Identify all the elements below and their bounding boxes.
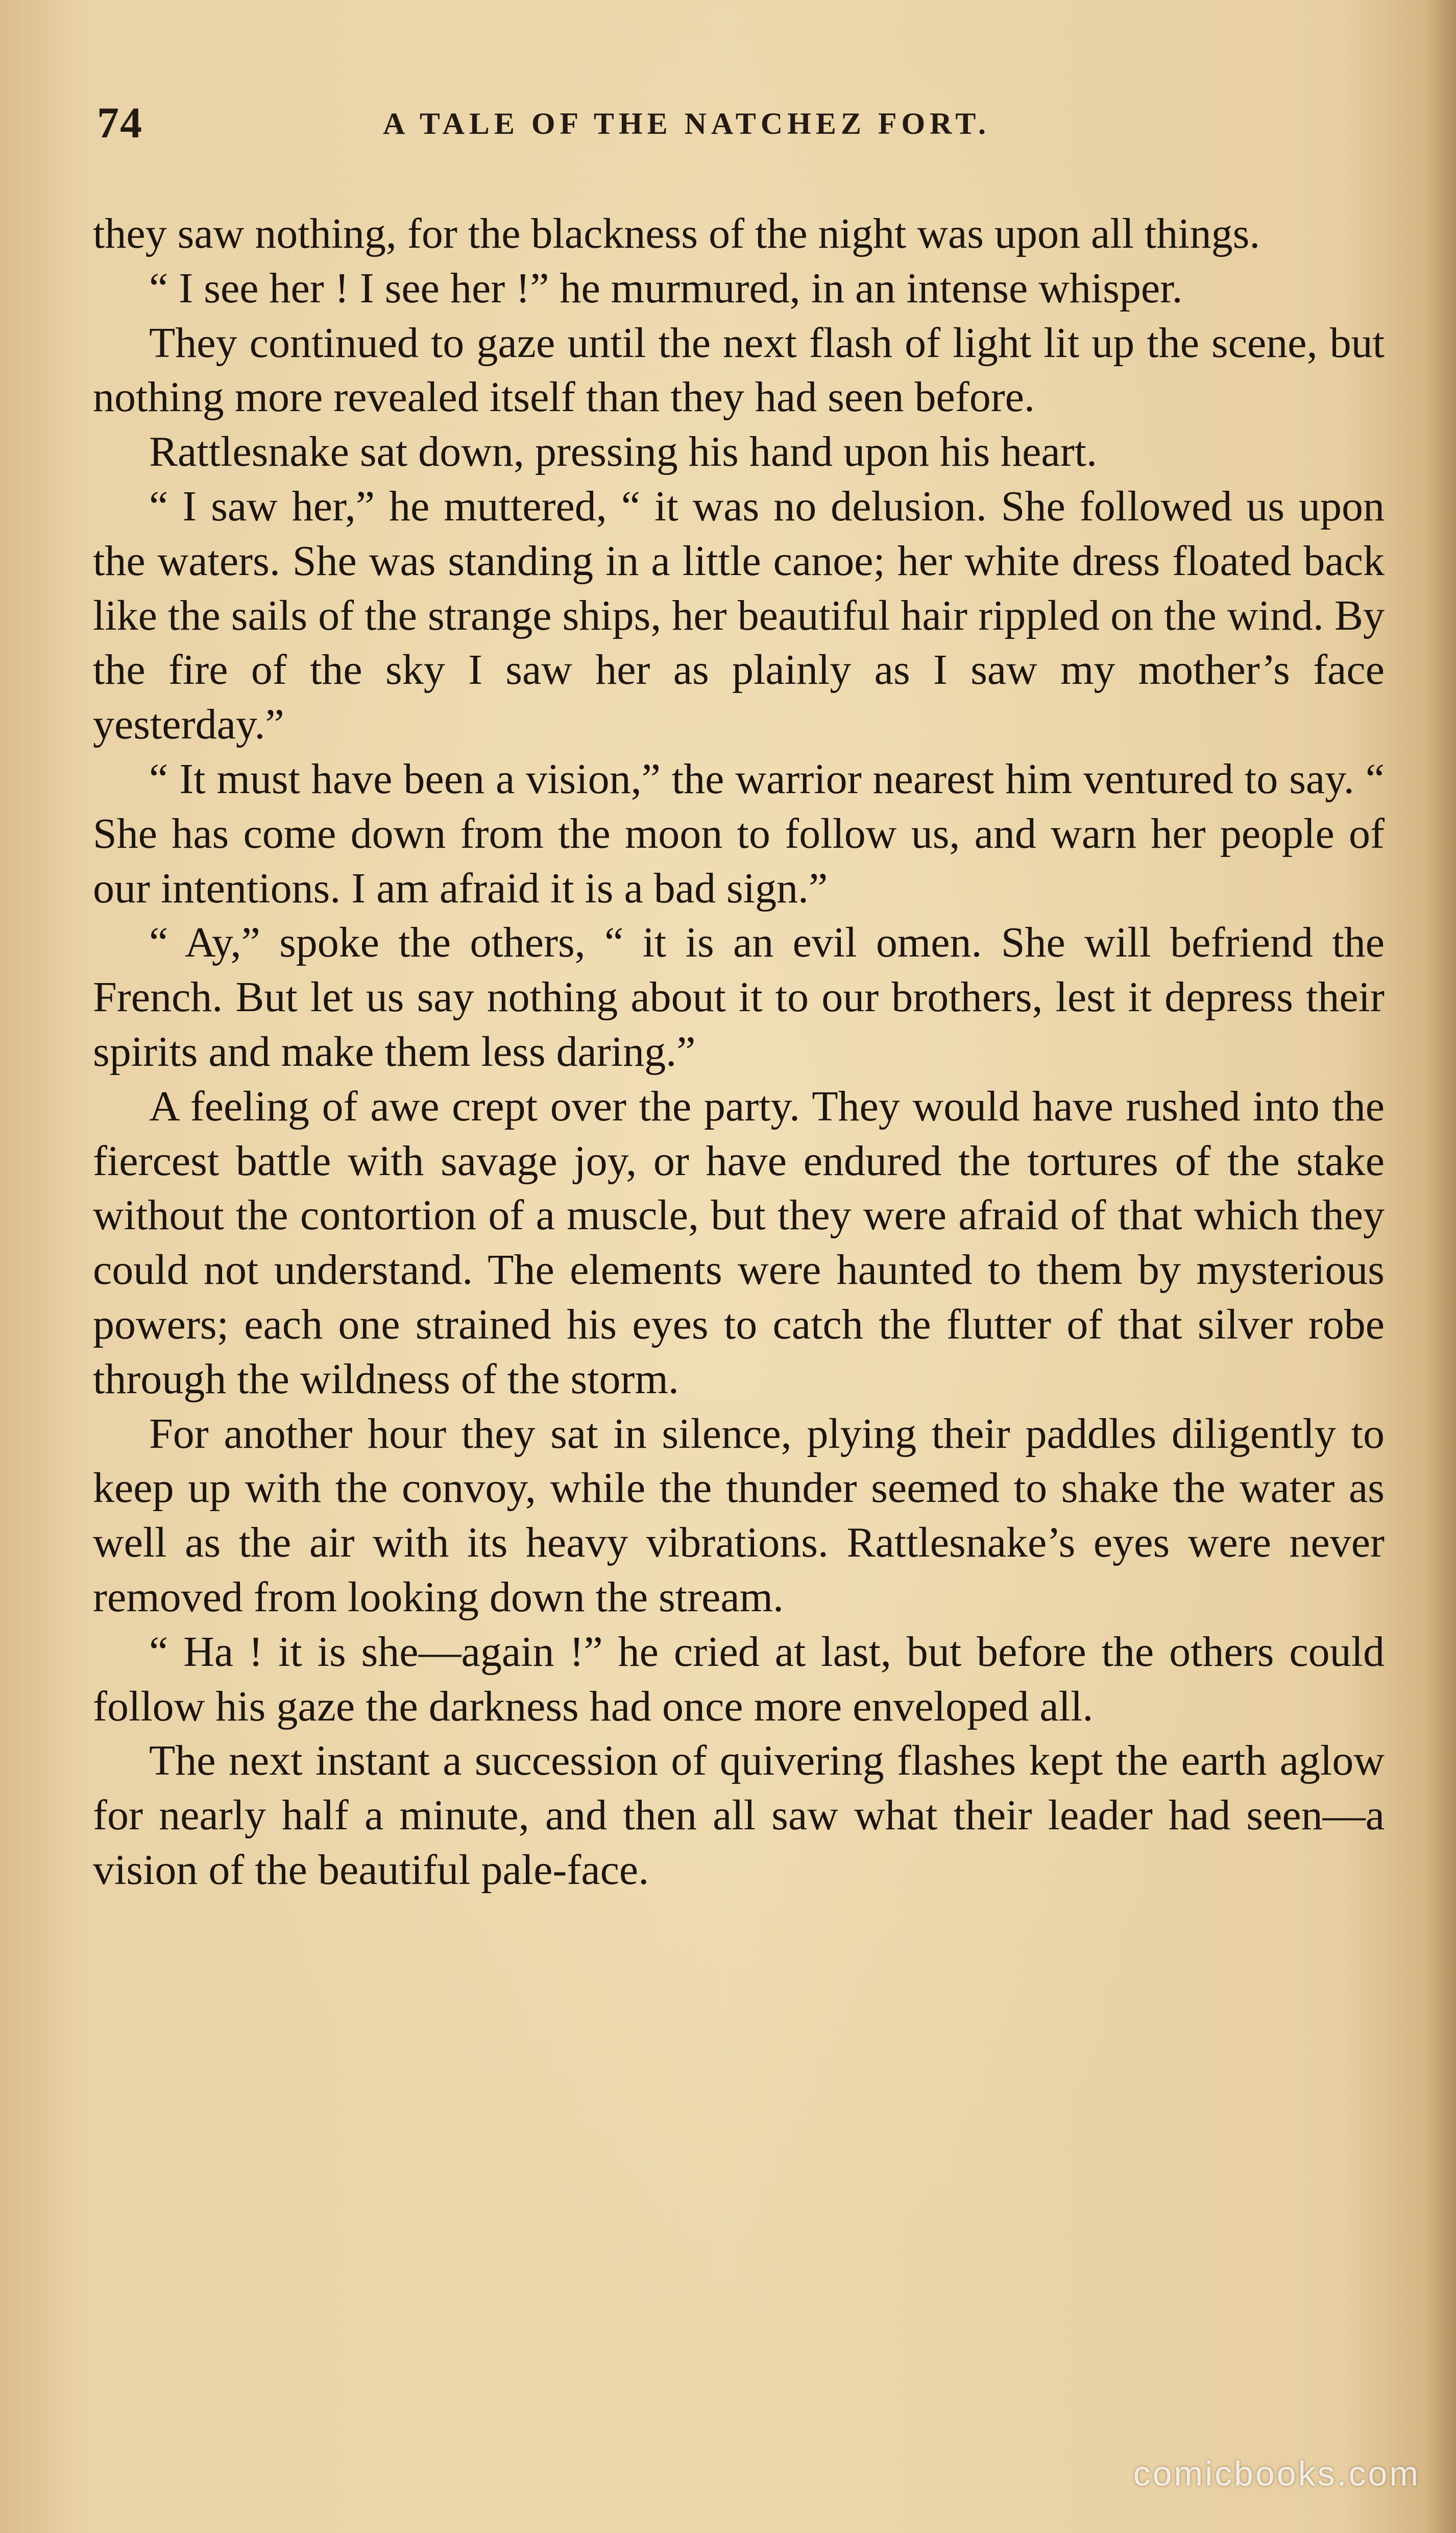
paragraph: “ Ay,” spoke the others, “ it is an evil omen. She will befriend the French. But let us say nothing about it to our brothers, lest it depress their spirits and make them less daring.” xyxy=(93,919,1385,1076)
paragraph: For another hour they sat in silence, plying their paddles diligently to keep up with the convoy, while the thunder seemed to shake the water as well as the air with its heavy vibrations. Rattlesnake’s eyes were never removed from looking down the stream. xyxy=(93,1409,1385,1621)
watermark: comicbooks.com xyxy=(1133,2454,1420,2493)
body-text xyxy=(93,207,1385,1898)
paragraph: they saw nothing, for the blackness of the night was upon all things. xyxy=(93,210,1260,257)
running-head xyxy=(97,97,1394,148)
paragraph: “ I see her ! I see her !” he murmured, in an intense whisper. xyxy=(149,264,1183,312)
paragraph: A feeling of awe crept over the party. They would have rushed into the fiercest battle with savage joy, or have endured the tortures of the stake without the contortion of a muscle, but they were afraid of that which they could not understand. The elements were haunted to them by mysterious powers; each one strained his eyes to catch the flutter of that silver robe through the wildness of the storm. xyxy=(93,1082,1385,1403)
paragraph: “ I saw her,” he muttered, “ it was no delusion. She followed us upon the waters. She was standing in a little canoe; her white dress floated back like the sails of the strange ships, her beautiful hair rippled on the wind. By the fire of the sky I saw her as plainly as I saw my mother’s face yesterday.” xyxy=(93,482,1385,749)
running-head-title: A TALE OF THE NATCHEZ FORT. xyxy=(383,107,990,140)
paragraph: The next instant a succession of quivering flashes kept the earth aglow for nearly half a minute, and then all saw what their leader had seen—a vision of the beautiful pale-face. xyxy=(93,1737,1385,1894)
paragraph: They continued to gaze until the next flash of light lit up the scene, but nothing more revealed itself than they had seen before. xyxy=(93,319,1385,421)
paragraph: “ It must have been a vision,” the warrior nearest him ventured to say. “ She has come down from the moon to follow us, and warn her people of our intentions. I am afraid it is a bad sign.” xyxy=(93,755,1385,912)
page-number: 74 xyxy=(97,98,143,147)
page-edge-shadow xyxy=(1425,0,1456,2533)
paragraph: “ Ha ! it is she—again !” he cried at last, but before the others could follow his gaze the darkness had once more enveloped all. xyxy=(93,1628,1385,1730)
paragraph: Rattlesnake sat down, pressing his hand upon his heart. xyxy=(149,428,1098,476)
